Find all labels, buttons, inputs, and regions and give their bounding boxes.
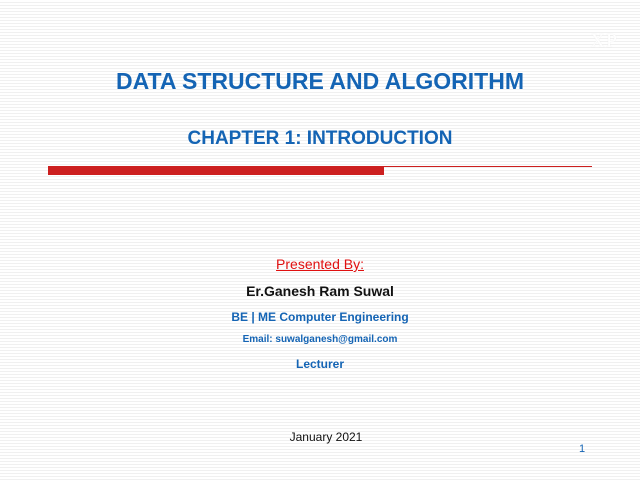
presenter-role: Lecturer xyxy=(295,357,345,371)
slide-date: January 2021 xyxy=(289,430,363,444)
watermark-logo: XP xyxy=(590,30,618,52)
slide-subtitle: CHAPTER 1: INTRODUCTION xyxy=(187,128,453,149)
presenter-degree: BE | ME Computer Engineering xyxy=(231,310,409,324)
presenter-name: Er.Ganesh Ram Suwal xyxy=(246,283,394,299)
presenter-email: Email: suwalganesh@gmail.com xyxy=(242,334,398,345)
slide-number: 1 xyxy=(578,443,586,455)
presented-by-label: Presented By: xyxy=(276,256,364,272)
slide-title: DATA STRUCTURE AND ALGORITHM xyxy=(116,68,524,94)
divider-thick-bar xyxy=(48,167,384,175)
